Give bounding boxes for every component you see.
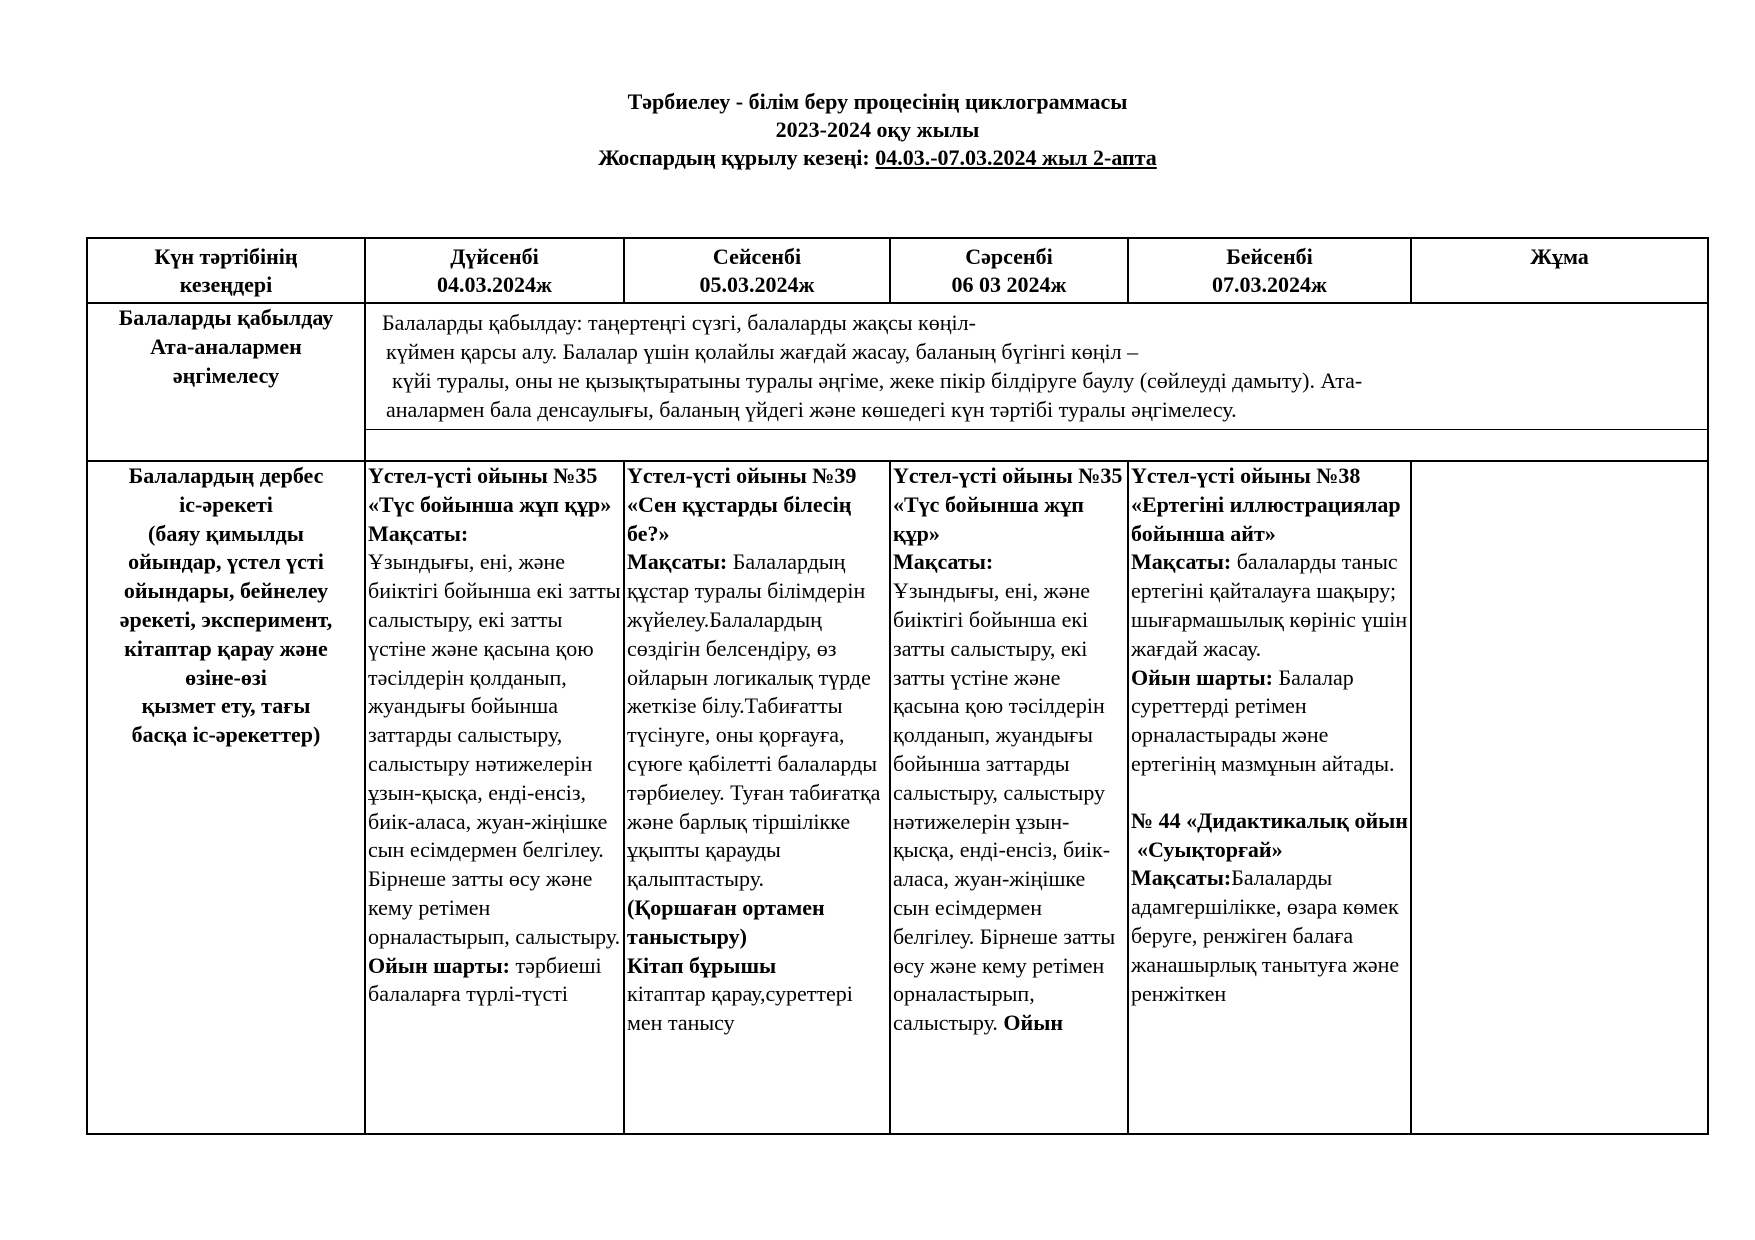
game-name: «Түс бойынша жұп құр»: [893, 491, 1084, 546]
goal-label: Мақсаты:: [893, 549, 994, 575]
goal-label: Мақсаты:: [1131, 549, 1232, 575]
column-header-tuesday: Сейсенбі 05.03.2024ж: [624, 238, 890, 303]
document-header: [0, 88, 1755, 172]
goal2-label: Мақсаты:: [1131, 865, 1232, 891]
activity-row: [87, 461, 1708, 1134]
reception-line: күйі туралы, оны не қызықтыратыны туралы әңгіме, жеке пікір білдіруге баулу (сөйлеуді дамыту). Ата-: [392, 368, 1363, 393]
column-header-friday: Жұма: [1411, 238, 1708, 303]
book-corner-text: кітаптар қарау,суреттері мен танысу: [627, 981, 853, 1036]
game2-name: «Суықторғай»: [1137, 836, 1283, 862]
document-title: Тәрбиелеу - білім беру процесінің циклограммасы: [627, 89, 1128, 114]
column-header-monday: Дүйсенбі 04.03.2024ж: [365, 238, 624, 303]
goal-label: Мақсаты:: [627, 549, 728, 575]
game-title: Үстел-үсті ойыны №39: [627, 463, 857, 488]
book-corner-title: Кітап бұрышы: [627, 952, 777, 978]
table-header-row: [87, 238, 1708, 303]
activity-monday: [365, 461, 624, 1134]
column-header-thursday: Бейсенбі 07.03.2024ж: [1128, 238, 1411, 303]
goal-text: Ұзындығы, ені, және биіктігі бойынша екі затты салыстыру, екі затты үстіне және қасына қою тәсілдерін қолданып, жуандығы бойынша заттарды салыстыру, салыстыру нәтижелерін ұзын-қысқа, енді-енсіз, биік-аласа, жуан-жіңішке сын есімдермен белгілеу. Бірнеше затты өсу және кему ретімен орналастырып, салыстыру. Ойын: [893, 578, 1116, 1036]
rule-text: тәрбиеші балаларға түрлі-түсті: [368, 952, 602, 1007]
goal-label: Мақсаты:: [368, 520, 469, 546]
activity-wednesday: [890, 461, 1128, 1134]
activity-friday: [1411, 461, 1708, 1134]
goal-text: Ұзындығы, ені, және биіктігі бойынша екі затты салыстыру, екі затты үстіне және қасына қою тәсілдерін қолданып, жуандығы бойынша заттарды салыстыру, салыстыру нәтижелерін ұзын-қысқа, енді-енсіз, биік-аласа, жуан-жіңішке сын есімдермен белгілеу. Бірнеше затты өсу және кему ретімен орналастырып, салыстыру. Ойын шарты: тәрбиеші балаларға түрлі-түсті: [368, 549, 621, 1007]
game-title: Үстел-үсті ойыны №35: [893, 463, 1123, 488]
game-name: «Сен құстарды білесің бе?»: [627, 491, 852, 546]
school-year: 2023-2024 оқу жылы: [775, 117, 980, 142]
game-name: «Ертегіні иллюстрациялар бойынша айт»: [1131, 491, 1401, 546]
rule-label: Ойын: [1003, 1010, 1064, 1036]
plan-period-line: [0, 144, 1755, 172]
rule-label: Ойын шарты:: [1131, 664, 1273, 690]
educational-area: (Қоршаған ортамен таныстыру): [627, 894, 825, 949]
game-name: «Түс бойынша жұп құр»: [368, 491, 612, 517]
reception-description: [365, 303, 1708, 461]
activity-tuesday: [624, 461, 890, 1134]
rule-text: Ойын шарты: Балалар суреттерді ретімен орналастырады және ертегінің мазмұнын айтады.: [1131, 664, 1395, 776]
game-title: Үстел-үсті ойыны №38: [1131, 463, 1361, 488]
cyclogram-table: [86, 237, 1709, 1135]
reception-row: [87, 303, 1708, 461]
stage-reception: Балаларды қабылдау Ата-аналармен әңгімелесу: [87, 303, 365, 461]
rule-label: Ойын шарты:: [368, 952, 510, 978]
plan-period-label: Жоспардың құрылу кезеңі:: [598, 145, 876, 170]
goal2-text: Мақсаты:Балаларды адамгершілікке, өзара көмек беруге, ренжіген балаға жанашырлық танытуға және ренжіткен: [1131, 865, 1400, 1006]
goal-text: Мақсаты: балаларды таныс ертегіні қайталауға шақыру; шығармашылық көрініс үшін жағдай жасау.: [1131, 549, 1408, 661]
plan-period-value: 04.03.-07.03.2024 жыл 2-апта: [875, 145, 1157, 170]
reception-line: күймен қарсы алу. Балалар үшін қолайлы жағдай жасау, баланың бүгінгі көңіл –: [386, 339, 1139, 364]
goal-text: Мақсаты: Балалардың құстар туралы білімдерін жүйелеу.Балалардың сөздігін белсендіру, өз ойларын логикалық түрде жеткізе білу.Табиғатты түсінуге, оны қорғауға, сүюге қабілетті балаларды тәрбиелеу. Туған табиғатқа және барлық тіршілікке ұқыпты қарауды қалыптастыру.: [627, 549, 881, 892]
reception-line: аналармен бала денсаулығы, баланың үйдегі және көшедегі күн тәртібі туралы әңгімелесу.: [386, 397, 1237, 422]
stage-independent-activity: Балалардың дербес іс-әрекеті (баяу қимылды ойындар, үстел үсті ойындары, бейнелеу әрекеті, эксперимент, кітаптар қарау және өзіне-өзі қызмет ету, тағы басқа іс-әрекеттер): [87, 461, 365, 1134]
game2-title: № 44 «Дидактикалық ойын: [1131, 807, 1408, 833]
column-header-stages: Күн тәртібінің кезеңдері: [87, 238, 365, 303]
reception-inner-rule: [366, 429, 1707, 460]
reception-line: Балаларды қабылдау: таңертеңгі сүзгі, балаларды жақсы көңіл-: [382, 310, 976, 335]
column-header-wednesday: Сәрсенбі 06 03 2024ж: [890, 238, 1128, 303]
game-title: Үстел-үсті ойыны №35: [368, 463, 598, 488]
activity-thursday: [1128, 461, 1411, 1134]
